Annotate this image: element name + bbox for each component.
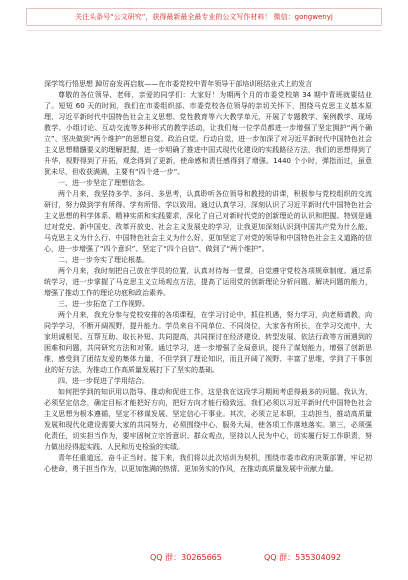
closing-paragraph: 青年任重道远，奋斗正当时。接下来，我们将以此次培训为契机，围绕市委市政府决策部署，牢记初心使命，勇于担当作为，以更加饱满的热情、更加务实的作风，在推动高质量发展中贡献力量。: [44, 454, 372, 473]
section-heading-4: 四、进一步促进了学用结合。: [58, 377, 149, 385]
section-4-paragraph: 如何把学到的知识用以指导、推动和促进工作，这是我在这段学习期间考虑得最多的问题。我认为，必须坚定信念，确定目标才能把好方向，把好方向才能行稳致远，我们必须以习近平新时代中国特色社会主义思想为根本遵循，坚定不移谋发展、坚定信心干事业。其次，必须立足本职，主动担当，推动高质量发展和现代化建设需要大家的共同努力，必须围绕中心、服务大局，使各项工作落地落实。第三，必须强化责任，切实担当作为，要牢固树立宗旨意识、群众观点，坚持以人民为中心，切实履行好工作职责，努力做出经得起实践、人民和历史检验的实绩。: [44, 388, 372, 451]
promo-banner: [26, 8, 382, 26]
page-footer: [0, 551, 408, 565]
section-heading-1: 一、进一步坚定了理想信念。: [58, 179, 149, 187]
promo-banner-text: 关注头条号“公文研究”，获得最新最全最专业的公文写作材料！ 微信：gongwenyj: [75, 12, 333, 21]
banner-divider: [26, 30, 382, 31]
section-2-paragraph: 两个月来，我时刻把自己放在学员的位置，认真对待每一堂课，自觉遵守党校各项规章制度。通过系统学习，进一步掌握了马克思主义立场观点方法，提高了运用党的创新理论分析问题、解决问题的能力，增强了推动工作的理论功底和政治素养。: [44, 267, 372, 297]
document-body: [44, 79, 372, 549]
qq-group-2: QQ 群：535304092: [264, 553, 341, 562]
section-3-paragraph: 两个月来，我充分参与党校安排的各项课程，在学习讨论中，抓住机遇，努力学习，向老师请教，向同学学习，不断开阔视野，提升能力。学员来自不同单位、不同岗位，大家各有所长，在学习交流中，大家坦诚相见、互帮互助、取长补短、共同提高，共同探讨在经济建设、转型发展、依法行政等方面遇到的困难和问题，共同研究方法和对策。通过学习，进一步增强了全局意识，提升了谋划能力，增强了创新思维，感受到了团结友爱的集体力量，不但学到了理论知识，而且开阔了视野、丰富了思维，学到了干事创业的好方法，为推动工作高质量发展打下了坚实的基础。: [44, 311, 372, 374]
section-heading-2: 二、进一步夯实了理论根基。: [58, 256, 149, 264]
opening-paragraph: 尊敬的各位领导、老师，亲爱的同学们：大家好！为期两个月的市委党校第 34 期中青班就要结业了。短短 60 天的时间，我们在市委组织部、市委党校各位领导的亲切关怀下，围绕马克思主义基本原理、习近平新时代中国特色社会主义思想、党性教育等六大教学单元，开展了专题教学、案例教学、现场教学、小组讨论、互动交流等多种形式的教学活动，让我们每一位学员都进一步增强了坚定拥护“两个确立”、坚决做到“两个维护”的思想自觉、政治自觉、行动自觉，进一步加深了对习近平新时代中国特色社会主义思想精髓要义的理解把握，进一步明确了推进中国式现代化建设的实践路径方法，我们的思想得到了升华，视野得到了开拓，观念得到了更新，使命感和责任感得到了增强。1440 个小时，弹指而过，虽意犹未尽，但收获满满，主要有“四个进一步”。: [44, 91, 372, 176]
qq-group-1: QQ 群：30265665: [150, 553, 222, 562]
document-title: 深学笃行悟思想 踔厉奋发再启航——在市委党校中青年领导干部培训班结业式上的发言: [44, 80, 313, 88]
section-1-paragraph: 两个月来，我坚持多学、多问、多思考，认真聆听各位领导和教授的讲课，积极参与党校组织的交流研讨，努力做到学有所得、学有所悟、学以致用。通过认真学习，深刻认识了习近平新时代中国特色社会主义思想的科学体系、精神实质和实践要求，深化了自己对新时代党的创新理论的认识和把握。特别是通过对党史、新中国史、改革开放史、社会主义发展史的学习，让我更加深刻认识到中国共产党为什么能、马克思主义为什么行、中国特色社会主义为什么好，更加坚定了对党的领导和中国特色社会主义道路的信心，进一步增强了“四个意识”、坚定了“四个自信”、做到了“两个维护”。: [44, 190, 372, 253]
section-heading-3: 三、进一步拓宽了工作视野。: [58, 300, 149, 308]
